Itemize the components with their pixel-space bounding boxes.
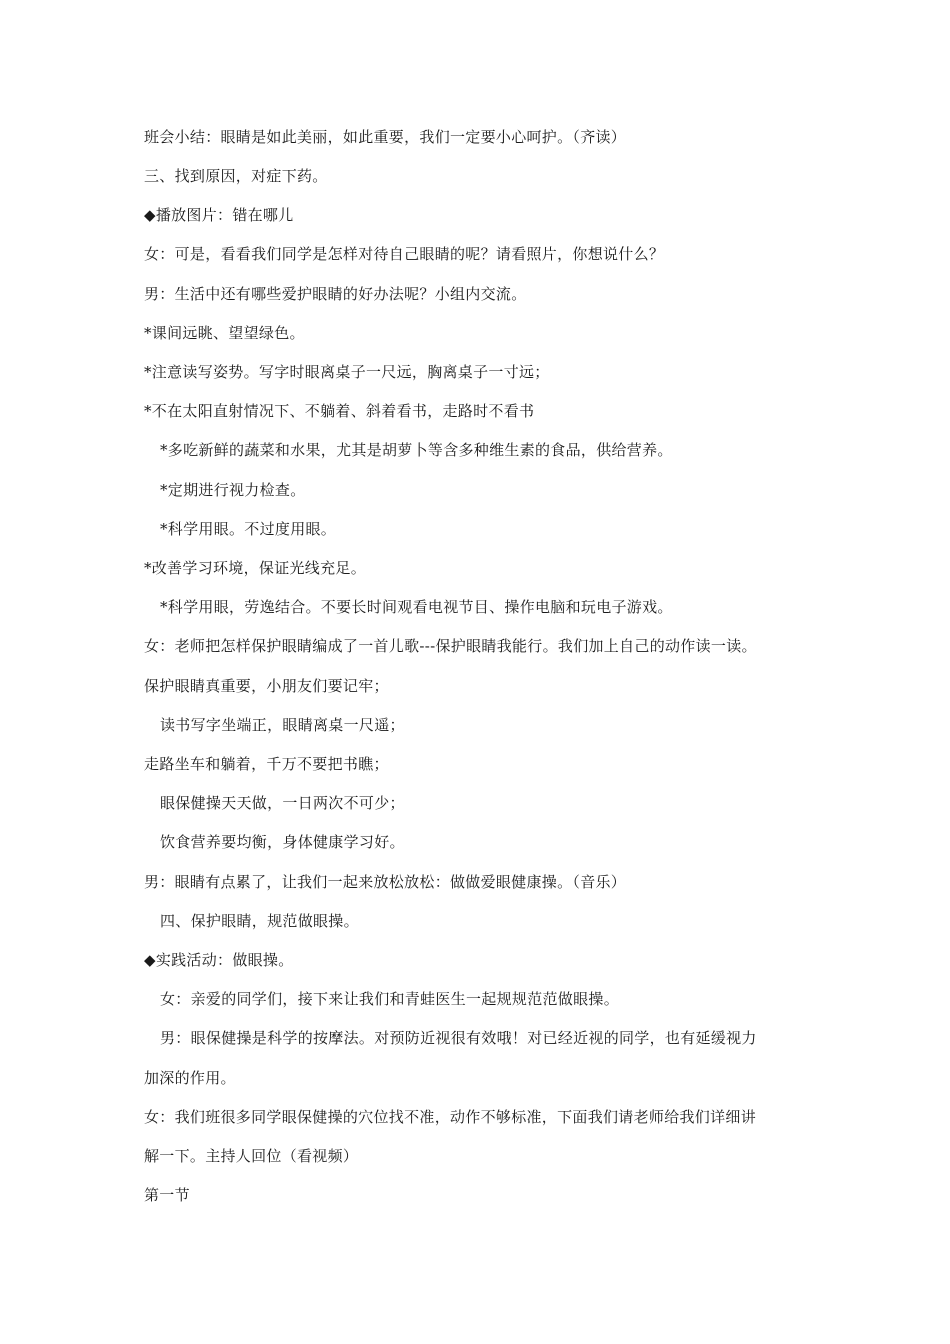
text-line: 三、找到原因，对症下药。 (144, 167, 328, 185)
text-line: *科学用眼。不过度用眼。 (160, 520, 337, 538)
text-line: 女：亲爱的同学们，接下来让我们和青蛙医生一起规规范范做眼操。 (160, 990, 620, 1008)
text-line: ◆播放图片：错在哪儿 (144, 206, 294, 224)
text-line: *课间远眺、望望绿色。 (144, 324, 305, 342)
text-line: *定期进行视力检查。 (160, 481, 306, 499)
text-line: 班会小结：眼睛是如此美丽，如此重要，我们一定要小心呵护。（齐读） (144, 128, 627, 146)
text-line: 保护眼睛真重要，小朋友们要记牢； (144, 677, 389, 695)
text-line: 男：眼睛有点累了，让我们一起来放松放松：做做爱眼健康操。（音乐） (144, 873, 627, 891)
text-line: 女：可是，看看我们同学是怎样对待自己眼睛的呢？请看照片，你想说什么？ (144, 245, 665, 263)
text-line: 饮食营养要均衡，身体健康学习好。 (160, 833, 405, 851)
text-line: 眼保健操天天做，一日两次不可少； (160, 794, 405, 812)
text-line: 解一下。主持人回位（看视频） (144, 1147, 359, 1165)
text-line: *多吃新鲜的蔬菜和水果，尤其是胡萝卜等含多种维生素的食品，供给营养。 (160, 441, 673, 459)
text-line: *注意读写姿势。写字时眼离桌子一尺远，胸离桌子一寸远； (144, 363, 550, 381)
text-line: 读书写字坐端正，眼睛离桌一尺遥； (160, 716, 405, 734)
text-line: ◆实践活动：做眼操。 (144, 951, 294, 969)
text-line: *改善学习环境，保证光线充足。 (144, 559, 367, 577)
text-line: 女：老师把怎样保护眼睛编成了一首儿歌---保护眼睛我能行。我们加上自己的动作读一读。 (144, 637, 757, 655)
text-line: 走路坐车和躺着，千万不要把书瞧； (144, 755, 389, 773)
text-line: 男：眼保健操是科学的按摩法。对预防近视很有效哦！对已经近视的同学，也有延缓视力 (160, 1029, 757, 1047)
text-line: 第一节 (144, 1186, 190, 1204)
text-line: *科学用眼，劳逸结合。不要长时间观看电视节目、操作电脑和玩电子游戏。 (160, 598, 673, 616)
text-line: 四、保护眼睛，规范做眼操。 (160, 912, 359, 930)
text-line: *不在太阳直射情况下、不躺着、斜着看书，走路时不看书 (144, 402, 535, 420)
text-line: 女：我们班很多同学眼保健操的穴位找不准，动作不够标准，下面我们请老师给我们详细讲 (144, 1108, 757, 1126)
text-line: 男：生活中还有哪些爱护眼睛的好办法呢？小组内交流。 (144, 285, 527, 303)
text-line: 加深的作用。 (144, 1069, 236, 1087)
